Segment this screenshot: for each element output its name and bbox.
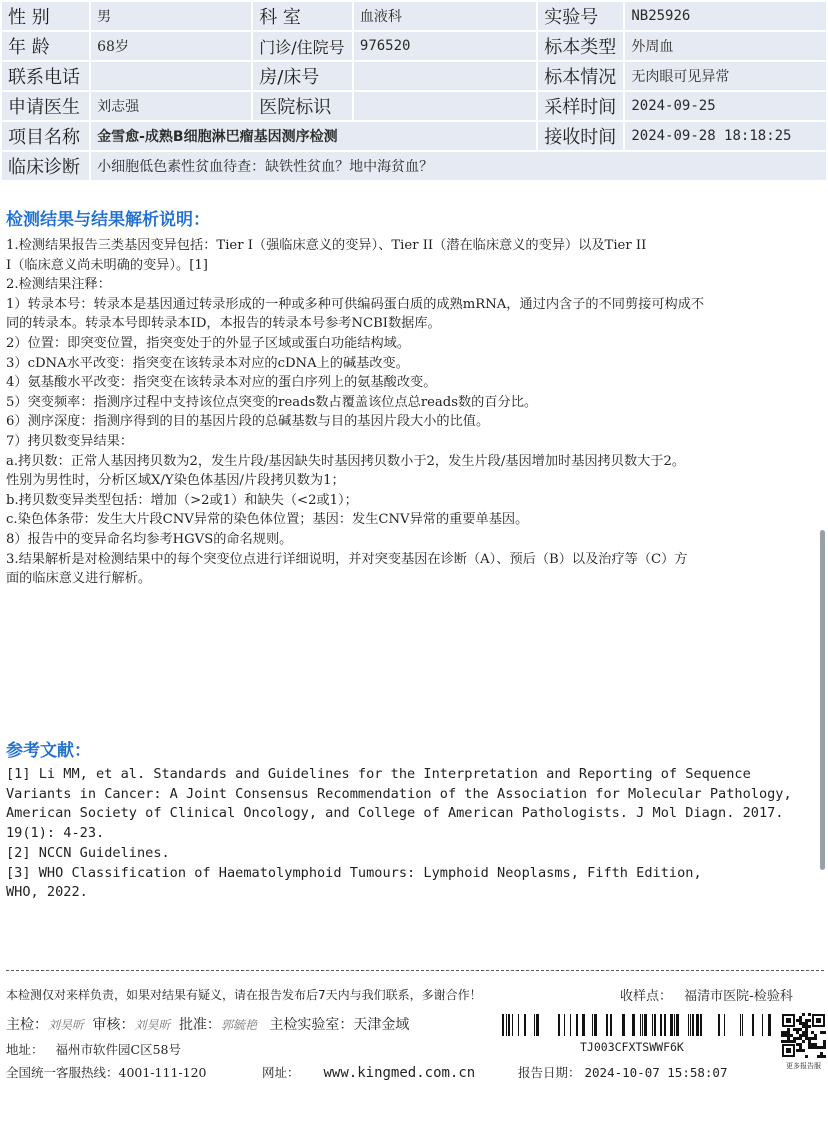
inspector-signature: 刘昊昕: [48, 1018, 85, 1032]
doctor-label: 申请医生: [2, 92, 89, 120]
qr-module: [781, 1031, 784, 1034]
reference-line: WHO, 2022.: [6, 884, 88, 901]
room-label: 房/床号: [253, 62, 352, 90]
qr-module: [799, 1034, 802, 1037]
patient-info-table: [0, 0, 828, 182]
info-row: [2, 2, 826, 30]
inspector-label: 主检：: [6, 1017, 48, 1033]
qr-module: [793, 1040, 796, 1043]
qr-module: [787, 1037, 790, 1040]
hotline: [6, 1063, 207, 1081]
results-text-line: 2.检测结果注释：: [6, 277, 111, 293]
report-date-label: 报告日期：: [518, 1065, 581, 1080]
qr-module: [808, 1040, 811, 1043]
hospital-label: 医院标识: [253, 92, 352, 120]
qr-module: [808, 1025, 811, 1028]
qr-module: [823, 1040, 826, 1043]
reference-line: 19(1): 4-23.: [6, 825, 105, 842]
specimen-type-label: 标本类型: [538, 32, 623, 60]
qr-module: [817, 1055, 820, 1058]
results-section-title: 检测结果与结果解析说明：: [6, 210, 210, 230]
qr-module: [796, 1049, 799, 1052]
report-date-value: 2024-10-07 15:58:07: [584, 1065, 728, 1080]
signatures: [6, 1014, 409, 1034]
reference-line: Variants in Cancer: A Joint Consensus Recommendation of the Association for Molecular Pathology,: [6, 785, 792, 802]
results-text-line: 4）氨基酸水平改变：指突变在该转录本对应的蛋白序列上的氨基酸改变。: [6, 375, 437, 391]
results-text-line: 5）突变频率：指测序过程中支持该位点突变的reads数占覆盖该位点总reads数的百分比。: [6, 394, 538, 410]
address: [6, 1040, 181, 1058]
qr-caption: 更多报告服: [786, 1062, 821, 1070]
reference-line: American Society of Clinical Oncology, and College of American Pathologists. J Mol Diagn. 2017.: [6, 805, 784, 822]
receive-time-label: 接收时间: [538, 122, 623, 150]
report-date: [518, 1063, 728, 1081]
hotline-value: 4001-111-120: [118, 1065, 207, 1080]
address-value: 福州市软件园C区58号: [55, 1042, 181, 1057]
qr-module: [805, 1031, 808, 1034]
qr-module: [808, 1037, 811, 1040]
lab-value: 天津金域: [353, 1017, 410, 1033]
gender-value: 男: [91, 2, 251, 30]
phone-value: [91, 62, 251, 90]
project-label: 项目名称: [2, 122, 89, 150]
qr-code-icon: [781, 1013, 826, 1058]
info-row: [2, 32, 826, 60]
references-section-title: 参考文献：: [6, 741, 91, 761]
qr-module: [814, 1034, 817, 1037]
reviewer-label: 审核：: [92, 1017, 135, 1033]
lab-no-value: NB25926: [625, 2, 826, 30]
lab-no-label: 实验号: [538, 2, 623, 30]
phone-label: 联系电话: [2, 62, 89, 90]
qr-module: [814, 1043, 817, 1046]
qr-module: [808, 1046, 811, 1049]
results-text-line: 1.检测结果报告三类基因变异包括：Tier I（强临床意义的变异）、Tier II（潜在临床意义的变异）以及Tier II: [6, 238, 647, 253]
footer-divider: [6, 970, 824, 971]
qr-module: [802, 1013, 805, 1016]
results-explanation: [6, 236, 828, 589]
reviewer-signature: 刘昊昕: [134, 1018, 171, 1032]
qr-module: [787, 1031, 790, 1034]
qr-module: [784, 1034, 787, 1037]
results-text-line: 性别为男性时，分析区域X/Y染色体基因/片段拷贝数为1；: [6, 473, 345, 489]
sample-time-value: 2024-09-25: [625, 92, 826, 120]
address-label: 地址：: [6, 1042, 44, 1057]
references-list: [6, 765, 828, 903]
lab-label: 主检实验室：: [269, 1017, 354, 1033]
qr-module: [802, 1034, 805, 1037]
results-text-line: 面的临床意义进行解析。: [6, 571, 152, 587]
barcode-text: TJ003CFXTSWWF6K: [580, 1040, 684, 1054]
clinic-value: 976520: [354, 32, 536, 60]
reference-line: [1] Li MM, et al. Standards and Guidelines for the Interpretation and Reporting of Sequence: [6, 766, 751, 782]
qr-module: [805, 1034, 808, 1037]
dept-label: 科 室: [253, 2, 352, 30]
qr-module: [805, 1037, 808, 1040]
qr-module: [784, 1040, 787, 1043]
qr-module: [796, 1037, 799, 1040]
qr-module: [802, 1031, 805, 1034]
qr-module: [811, 1031, 814, 1034]
reference-line: [2] NCCN Guidelines.: [6, 844, 170, 861]
disclaimer-text: 本检测仅对来样负责，如果对结果有疑义，请在报告发布后7天内与我们联系，多谢合作！: [6, 988, 482, 1002]
approver-signature: 郭毓艳: [220, 1018, 257, 1032]
qr-module: [805, 1019, 808, 1022]
diagnosis-value: 小细胞低色素性贫血待查：缺铁性贫血？地中海贫血？: [91, 152, 826, 180]
qr-module: [811, 1046, 814, 1049]
qr-module: [820, 1052, 823, 1055]
website-link[interactable]: www.kingmed.com.cn: [323, 1065, 476, 1081]
hotline-label: 全国统一客服热线：: [6, 1065, 119, 1080]
qr-module: [796, 1028, 799, 1031]
specimen-type-value: 外周血: [625, 32, 826, 60]
qr-module: [823, 1043, 826, 1046]
receive-time-value: 2024-09-28 18:18:25: [625, 122, 826, 150]
qr-module: [796, 1031, 799, 1034]
collection-point-label: 收样点：: [620, 989, 673, 1004]
qr-module: [799, 1043, 802, 1046]
qr-module: [811, 1043, 814, 1046]
qr-module: [781, 1040, 784, 1043]
clinic-label: 门诊/住院号: [253, 32, 352, 60]
room-value: [354, 62, 536, 90]
specimen-status-label: 标本情况: [538, 62, 623, 90]
qr-module: [814, 1037, 817, 1040]
qr-module: [796, 1043, 799, 1046]
info-row: [2, 62, 826, 90]
results-text-line: 1）转录本号：转录本是基因通过转录形成的一种或多种可供编码蛋白质的成熟mRNA，通过内含子的不同剪接可构成不: [6, 296, 705, 312]
results-text-line: 3.结果解析是对检测结果中的每个突变位点进行详细说明，并对突变基因在诊断（A）、预后（B）以及治疗等（C）方: [6, 551, 688, 567]
qr-module: [802, 1040, 805, 1043]
qr-module: [805, 1022, 808, 1025]
qr-module: [808, 1043, 811, 1046]
qr-module: [805, 1025, 808, 1028]
qr-module: [805, 1028, 808, 1031]
project-value: 金雪愈-成熟B细胞淋巴瘤基因测序检测: [91, 122, 536, 150]
qr-module: [808, 1013, 811, 1016]
qr-module: [787, 1028, 790, 1031]
qr-module: [787, 1040, 790, 1043]
collection-point-value: 福清市医院-检验科: [684, 989, 793, 1004]
results-text-line: b.拷贝数变异类型包括：增加（>2或1）和缺失（<2或1）；: [6, 492, 358, 508]
qr-module: [799, 1046, 802, 1049]
qr-module: [799, 1016, 802, 1019]
results-text-line: a.拷贝数：正常人基因拷贝数为2，发生片段/基因缺失时基因拷贝数小于2，发生片段/基因增加时基因拷贝数大于2。: [6, 453, 686, 469]
qr-module: [808, 1019, 811, 1022]
qr-module: [799, 1049, 802, 1052]
website-label: 网址：: [262, 1065, 300, 1080]
hospital-value: [354, 92, 536, 120]
sample-time-label: 采样时间: [538, 92, 623, 120]
results-text-line: 7）拷贝数变异结果：: [6, 433, 134, 449]
qr-module: [820, 1055, 823, 1058]
qr-module: [802, 1025, 805, 1028]
qr-module: [799, 1028, 802, 1031]
reference-line: [3] WHO Classification of Haematolymphoid Tumours: Lymphoid Neoplasms, Fifth Edition,: [6, 864, 702, 881]
results-text-line: 8）报告中的变异命名均参考HGVS的命名规则。: [6, 531, 293, 547]
results-text-line: I（临床意义尚未明确的变异）。[1]: [6, 257, 208, 273]
qr-module: [823, 1031, 826, 1034]
qr-module: [790, 1040, 793, 1043]
doctor-value: 刘志强: [91, 92, 251, 120]
dept-value: 血液科: [354, 2, 536, 30]
gender-label: 性 别: [2, 2, 89, 30]
qr-module: [823, 1055, 826, 1058]
qr-module: [811, 1037, 814, 1040]
qr-module: [802, 1022, 805, 1025]
website: [262, 1063, 475, 1081]
qr-module: [799, 1037, 802, 1040]
approver-label: 批准：: [178, 1017, 221, 1033]
qr-module: [802, 1049, 805, 1052]
qr-module: [793, 1037, 796, 1040]
qr-module: [793, 1028, 796, 1031]
qr-module: [799, 1019, 802, 1022]
info-row: [2, 122, 826, 150]
barcode-gap: [771, 1014, 773, 1036]
qr-module: [820, 1046, 823, 1049]
qr-module: [820, 1031, 823, 1034]
diagnosis-label: 临床诊断: [2, 152, 89, 180]
results-text-line: 2）位置：即突变位置，指突变处于的外显子区域或蛋白功能结构域。: [6, 335, 411, 351]
qr-module: [814, 1046, 817, 1049]
results-text-line: c.染色体条带：发生大片段CNV异常的染色体位置；基因：发生CNV异常的重要单基因。: [6, 512, 529, 528]
qr-module: [781, 1034, 784, 1037]
qr-module: [823, 1046, 826, 1049]
collection-point: [620, 985, 793, 1004]
qr-module: [817, 1046, 820, 1049]
results-text-line: 6）测序深度：指测序得到的目的基因片段的总碱基数与目的基因片段大小的比值。: [6, 414, 490, 430]
age-label: 年 龄: [2, 32, 89, 60]
results-text-line: 3）cDNA水平改变：指突变在该转录本对应的cDNA上的碱基改变。: [6, 355, 409, 371]
results-text-line: 同的转录本。转录本号即转录本ID，本报告的转录本号参考NCBI数据库。: [6, 316, 441, 332]
info-row: [2, 152, 826, 180]
vertical-scrollbar[interactable]: [820, 530, 825, 870]
qr-module: [796, 1019, 799, 1022]
info-row: [2, 92, 826, 120]
report-barcode: [502, 1014, 774, 1036]
age-value: 68岁: [91, 32, 251, 60]
qr-module: [799, 1022, 802, 1025]
qr-module: [787, 1034, 790, 1037]
qr-module: [805, 1055, 808, 1058]
qr-module: [784, 1031, 787, 1034]
specimen-status-value: 无肉眼可见异常: [625, 62, 826, 90]
qr-module: [790, 1034, 793, 1037]
qr-code[interactable]: [781, 1013, 826, 1069]
